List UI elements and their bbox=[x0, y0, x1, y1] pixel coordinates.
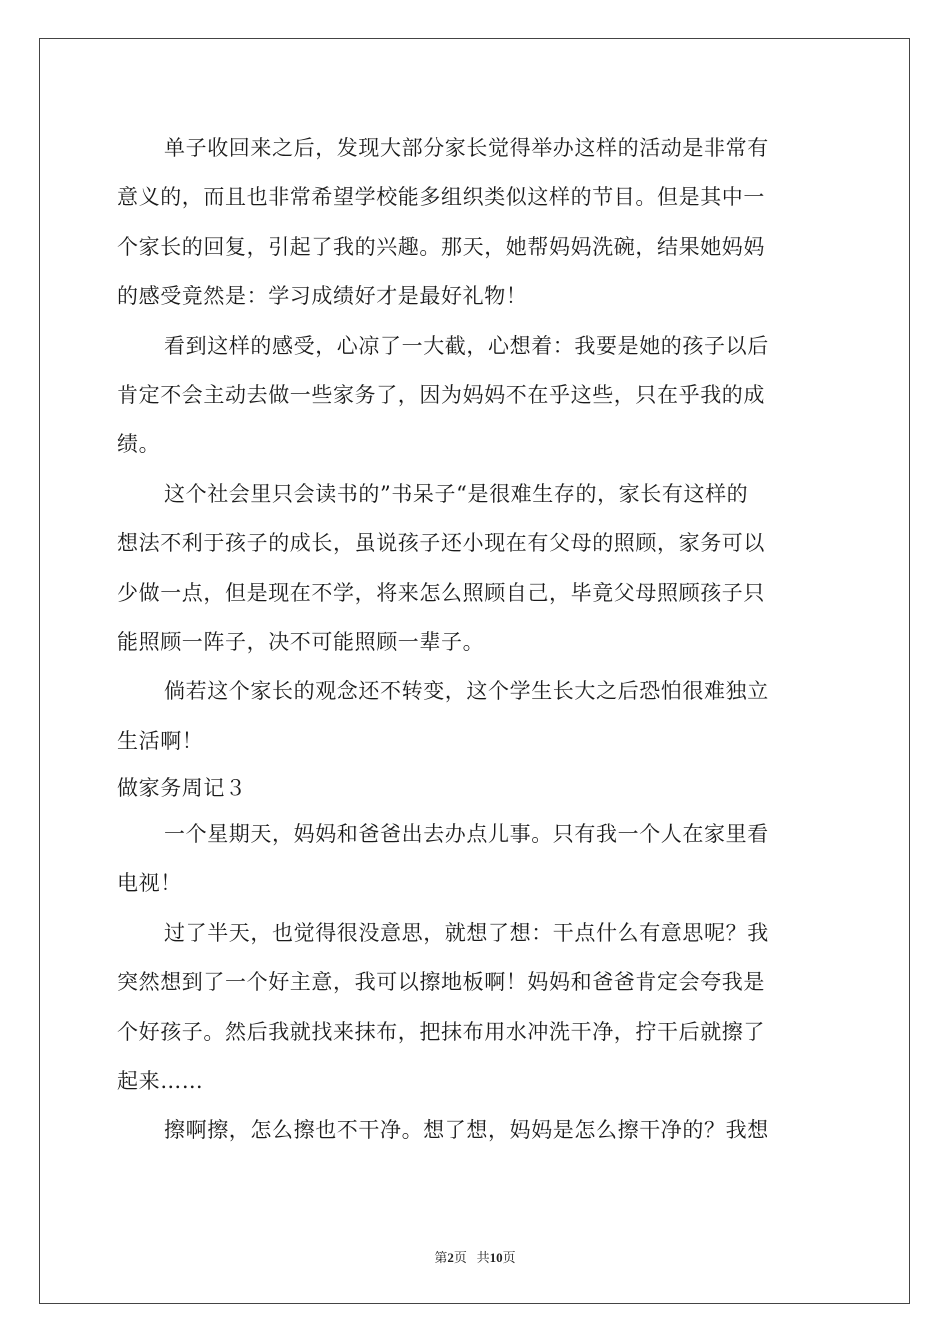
text-line: 这个社会里只会读书的”书呆子“是很难生存的，家长有这样的 bbox=[164, 481, 749, 506]
text-line: 想法不利于孩子的成长，虽说孩子还小现在有父母的照顾，家务可以 bbox=[117, 531, 765, 556]
text-line: 过了半天，也觉得很没意思，就想了想：干点什么有意思呢？我 bbox=[164, 920, 769, 945]
text-line: 绩。 bbox=[117, 432, 161, 457]
paragraph bbox=[117, 322, 833, 470]
footer-prefix: 第 bbox=[434, 1250, 448, 1265]
footer-page-suffix: 页 bbox=[453, 1250, 467, 1265]
page-footer bbox=[0, 1247, 950, 1266]
paragraph bbox=[117, 1106, 833, 1155]
paragraph bbox=[117, 470, 833, 668]
text-line: 生活啊！ bbox=[117, 728, 204, 753]
text-line: 一个星期天，妈妈和爸爸出去办点儿事。只有我一个人在家里看 bbox=[164, 822, 769, 847]
text-line: 看到这样的感受，心凉了一大截，心想着：我要是她的孩子以后 bbox=[164, 333, 769, 358]
text-line: 电视！ bbox=[117, 871, 182, 896]
text-line: 擦啊擦，怎么擦也不干净。想了想，妈妈是怎么擦干净的？我想 bbox=[164, 1118, 769, 1143]
paragraph bbox=[117, 124, 833, 322]
text-line: 的感受竟然是：学习成绩好才是最好礼物！ bbox=[117, 284, 528, 309]
text-line: 单子收回来之后，发现大部分家长觉得举办这样的活动是非常有 bbox=[164, 136, 769, 160]
footer-total-suffix: 页 bbox=[502, 1250, 516, 1265]
paragraph bbox=[117, 909, 833, 1107]
total-pages: 10 bbox=[489, 1250, 503, 1265]
footer-total-prefix: 共 bbox=[476, 1250, 490, 1265]
text-line: 少做一点，但是现在不学，将来怎么照顾自己，毕竟父母照顾孩子只 bbox=[117, 580, 765, 605]
text-line: 个家长的回复，引起了我的兴趣。那天，她帮妈妈洗碗，结果她妈妈 bbox=[117, 234, 765, 259]
text-line: 突然想到了一个好主意，我可以擦地板啊！妈妈和爸爸肯定会夸我是 bbox=[117, 970, 765, 995]
text-line: 起来…… bbox=[117, 1069, 204, 1094]
page-number: 2 bbox=[447, 1250, 454, 1265]
document-body bbox=[117, 124, 833, 1156]
section-heading: 做家务周记３ bbox=[117, 776, 247, 801]
text-line: 倘若这个家长的观念还不转变，这个学生长大之后恐怕很难独立 bbox=[164, 679, 769, 704]
text-line: 能照顾一阵子，决不可能照顾一辈子。 bbox=[117, 629, 485, 654]
text-line: 肯定不会主动去做一些家务了，因为妈妈不在乎这些，只在乎我的成 bbox=[117, 382, 765, 407]
paragraph bbox=[117, 810, 833, 909]
text-line: 意义的，而且也非常希望学校能多组织类似这样的节目。但是其中一 bbox=[117, 185, 765, 210]
text-line: 个好孩子。然后我就找来抹布，把抹布用水冲洗干净，拧干后就擦了 bbox=[117, 1019, 765, 1044]
paragraph bbox=[117, 667, 833, 766]
